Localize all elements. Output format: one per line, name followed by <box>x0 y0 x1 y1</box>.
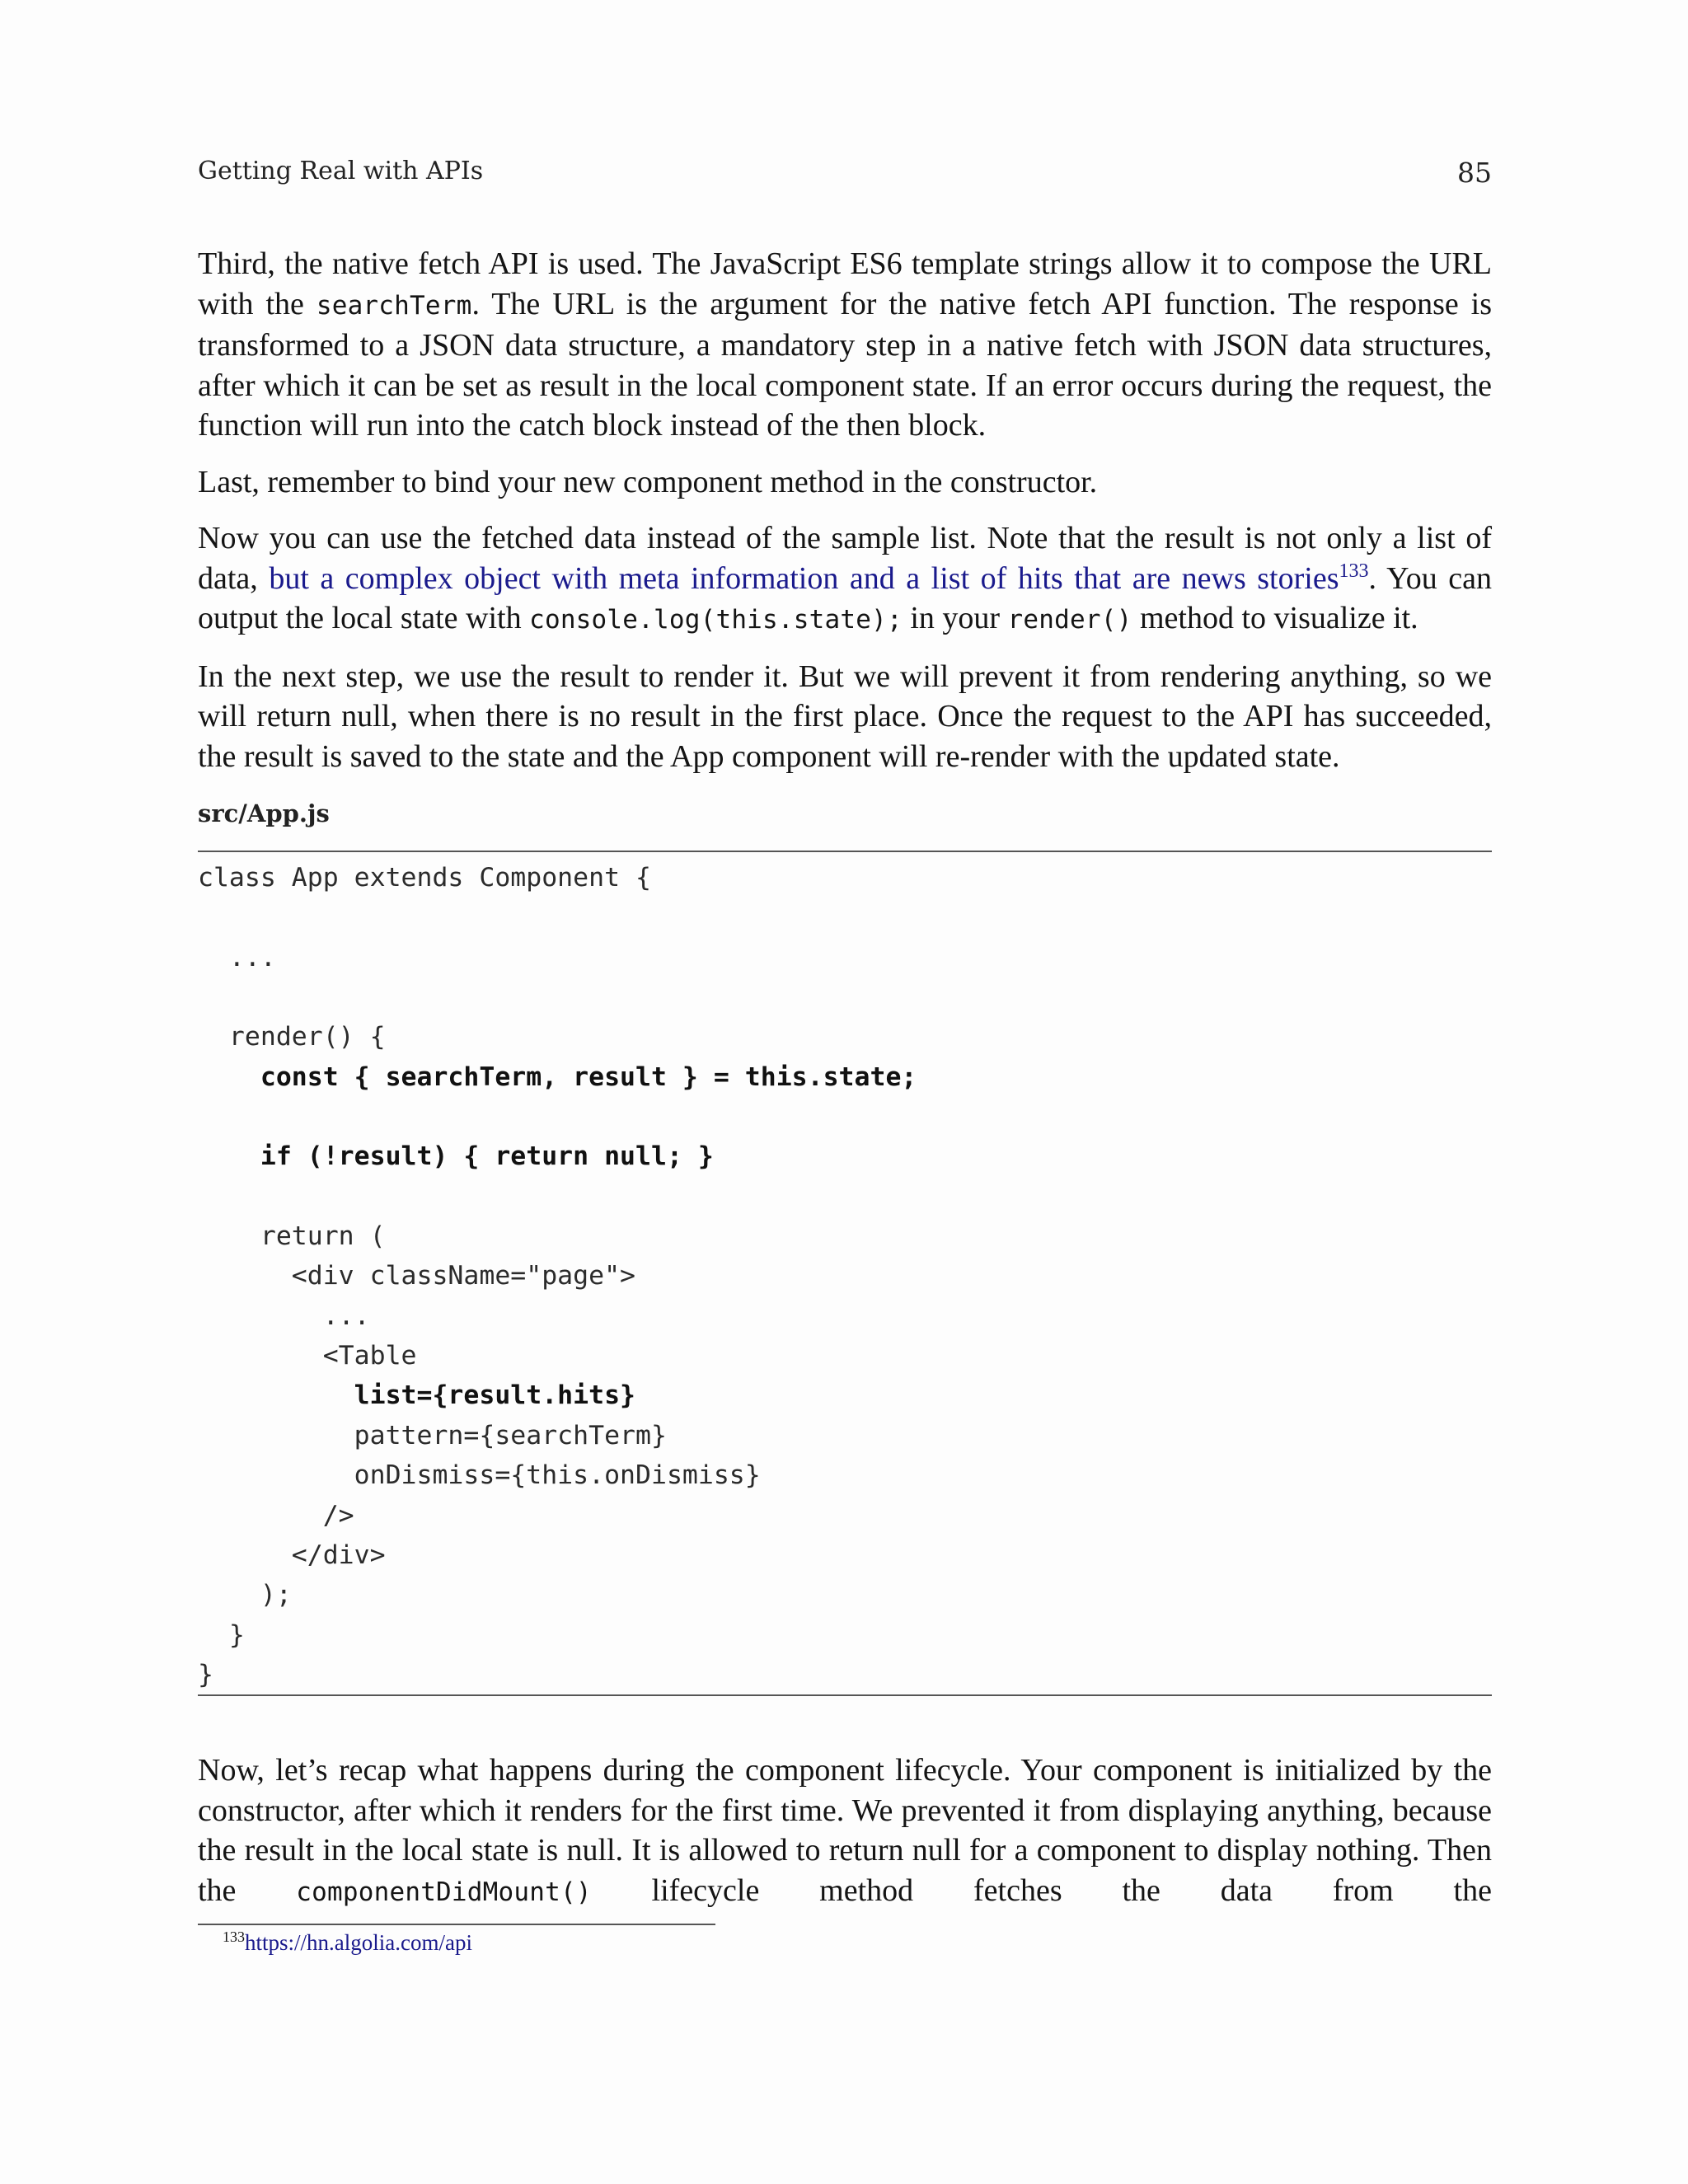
paragraph-lifecycle-recap: Now, let’s recap what happens during the component lifecycle. Your component is initialized by the constructor, after which it renders for the first time. We prevented it from displaying anything, because the result in the local state is null. It is allowed to return null for a component to display nothing. Then the componentDidMount() lifecycle method fetches the data from the <box>198 1753 1492 1908</box>
code-line: list={result.hits} <box>198 1380 636 1411</box>
paragraph-fetched-data: Now you can use the fetched data instead of the sample list. Note that the result is not only a list of data, but a complex object with meta information and a list of hits that are news stories$^{133}$. You can output the local state with console.log(this.state); in your render() method to visualize it. <box>198 521 1492 635</box>
inline-code-searchterm: searchTerm <box>316 290 472 321</box>
hn-api-link[interactable]: but a complex object with meta information and a list of hits that are news stories <box>269 560 1339 596</box>
running-header <box>198 157 1492 190</box>
code-line: render() { <box>198 1022 386 1052</box>
code-listing <box>198 851 1492 1696</box>
code-listing-label: src/App.js <box>198 799 330 827</box>
code-line: ... <box>198 942 276 972</box>
code-line: <Table <box>198 1341 417 1371</box>
inline-code-componentdidmount: componentDidMount() <box>296 1877 592 1907</box>
inline-code-console-log: console.log(this.state); <box>529 605 903 635</box>
footnote-reference[interactable]: 133 <box>1339 560 1369 582</box>
code-line: return ( <box>198 1221 386 1252</box>
code-line <box>198 898 1492 937</box>
code-line <box>198 1177 1492 1216</box>
code-line: } <box>198 1659 213 1690</box>
footnote-number: 133 <box>223 1929 245 1945</box>
code-line: ... <box>198 1301 370 1331</box>
footnote-divider <box>198 1924 715 1925</box>
paragraph-bind-method: Last, remember to bind your new component method in the constructor. <box>198 464 1098 499</box>
code-line <box>198 1097 1492 1137</box>
code-line: class App extends Component { <box>198 863 651 893</box>
code-line: pattern={searchTerm} <box>198 1420 667 1451</box>
code-line: } <box>198 1619 245 1650</box>
paragraph-next-step: In the next step, we use the result to render it. But we will prevent it from rendering anything, so we will return null, when there is no result in the first place. Once the request to the API has succeeded, the result is saved to the state and the App component will re-render with the updated state. <box>198 658 1492 774</box>
footnote <box>223 1930 472 1956</box>
code-line: onDismiss={this.onDismiss} <box>198 1460 761 1491</box>
code-line <box>198 977 1492 1017</box>
paragraph-fetch-explanation: Third, the native fetch API is used. The JavaScript ES6 template strings allow it to compose the URL with the searchTerm. The URL is the argument for the native fetch API function. The response is transformed to a JSON data structure, a mandatory step in a native fetch with JSON data structures, after which it can be set as result in the local component state. If an error occurs during the request, the function will run into the catch block instead of the then block. <box>198 246 1493 443</box>
footnote-url-link[interactable]: https://hn.algolia.com/api <box>245 1930 472 1955</box>
code-line: ); <box>198 1580 292 1610</box>
code-line: /> <box>198 1500 354 1530</box>
body-text <box>198 244 1492 793</box>
chapter-title: Getting Real with APIs <box>198 157 484 185</box>
page-number: 85 <box>1457 157 1492 189</box>
code-line: const { searchTerm, result } = this.state; <box>198 1062 917 1092</box>
code-line: if (!result) { return null; } <box>198 1141 714 1172</box>
inline-code-render: render() <box>1007 605 1132 635</box>
code-line: <div className="page"> <box>198 1261 636 1291</box>
code-line: </div> <box>198 1540 386 1570</box>
